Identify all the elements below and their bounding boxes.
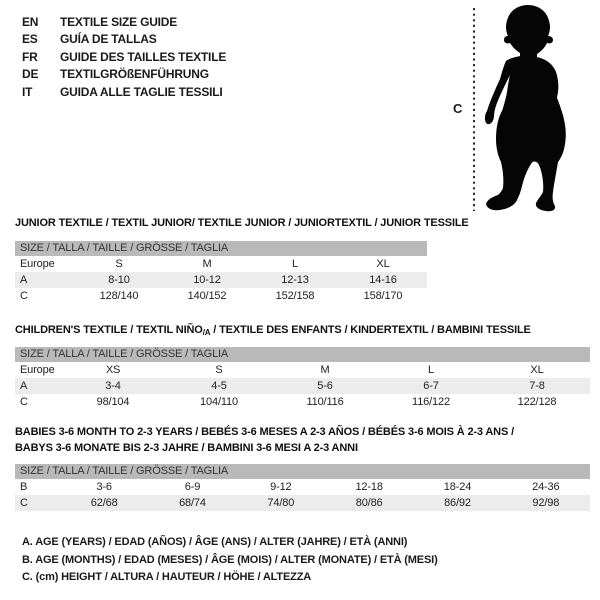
size-cell: M [320,364,330,376]
language-list [22,13,226,101]
row-label: Europe [20,258,55,270]
age-cell: 5-6 [317,380,333,392]
footnote-a: A. AGE (YEARS) / EDAD (AÑOS) / ÂGE (ANS) / ALTER (JAHRE) / ETÀ (ANNI) [22,536,408,548]
row-label: B [20,481,28,493]
height-cell: 86/92 [444,497,471,509]
height-cell: 62/68 [90,497,118,509]
size-cell: L [292,258,298,270]
age-cell: 24-36 [532,481,560,493]
table-row-age [15,378,590,394]
size-header-bar: SIZE / TALLA / TAILLE / GRÖSSE / TAGLIA [15,347,590,362]
size-cell: XL [376,258,390,270]
footnote-b: B. AGE (MONTHS) / EDAD (MESES) / ÂGE (MOIS) / ALTER (MONATE) / ETÀ (MESI) [22,553,438,566]
age-cell: 12-13 [281,274,309,286]
row-label: A [20,274,28,286]
baby-figure [440,0,600,225]
baby-silhouette-graphic [440,0,600,225]
children-title-pre: CHILDREN'S TEXTILE / TEXTIL NIÑO [15,324,203,336]
age-cell: 4-5 [211,380,227,392]
height-cell: 158/170 [363,290,403,302]
age-cell: 10-12 [193,274,221,286]
children-table-title [15,324,531,337]
table-row-age [15,272,427,288]
language-label: GUIDA ALLE TAGLIE TESSILI [60,84,223,99]
table-row-height [15,288,427,304]
language-code: DE [22,67,39,82]
junior-table [15,241,427,304]
size-header-bar: SIZE / TALLA / TAILLE / GRÖSSE / TAGLIA [15,241,427,256]
height-cell: 68/74 [179,497,206,509]
size-header-bar: SIZE / TALLA / TAILLE / GRÖSSE / TAGLIA [15,464,590,479]
table-row-age-months [15,479,590,495]
age-cell: 14-16 [369,274,397,286]
junior-table-title: JUNIOR TEXTILE / TEXTIL JUNIOR/ TEXTILE JUNIOR / JUNIORTEXTIL / JUNIOR TESSILE [15,217,469,229]
row-label: C [20,290,28,302]
figure-measure-label: C [453,101,463,116]
row-label: A [20,380,28,392]
age-cell: 3-4 [105,380,121,392]
height-cell: 152/158 [275,290,315,302]
size-cell: S [215,364,223,376]
table-row-europe [15,256,427,272]
language-label: TEXTILGRÖßENFÜHRUNG [60,67,209,82]
age-cell: 3-6 [96,481,112,493]
age-cell: 12-18 [355,481,383,493]
footnote-c: C. (cm) HEIGHT / ALTURA / HAUTEUR / HÖHE / ALTEZZA [22,571,312,583]
height-cell: 116/122 [412,396,450,408]
height-cell: 74/80 [267,497,295,509]
language-row-de [22,66,226,84]
age-cell: 6-7 [423,380,439,392]
language-row-en [22,13,226,31]
size-cell: XL [530,364,544,376]
row-label: C [20,497,28,509]
height-cell: 104/110 [200,396,238,408]
children-title-post: / TEXTILE DES ENFANTS / KINDERTEXTIL / BAMBINI TESSILE [210,324,531,336]
age-cell: 8-10 [108,274,130,286]
language-row-es [22,31,226,49]
row-label: Europe [20,364,55,376]
children-table [15,347,590,410]
table-row-europe [15,362,590,378]
size-cell: L [428,364,434,376]
height-cell: 128/140 [99,290,139,302]
size-cell: S [115,258,123,270]
table-row-height [15,495,590,511]
baby-silhouette-icon [485,5,566,211]
language-label: TEXTILE SIZE GUIDE [60,14,178,29]
language-code: FR [22,49,38,64]
language-code: IT [22,84,33,99]
babies-table [15,464,590,511]
footnotes [22,536,438,589]
babies-table-title-line1: BABIES 3-6 MONTH TO 2-3 YEARS / BEBÉS 3-6 MESES A 2-3 AÑOS / BÉBÉS 3-6 MOIS À 2-3 ANS / [15,426,514,438]
height-cell: 80/86 [355,497,383,509]
language-label: GUIDE DES TAILLES TEXTILE [60,49,227,64]
age-cell: 7-8 [529,380,545,392]
children-title-sub: /A [202,328,211,337]
language-code: EN [22,14,39,29]
height-cell: 110/116 [306,396,344,408]
height-cell: 140/152 [187,290,227,302]
size-cell: XS [105,364,121,376]
size-cell: M [202,258,212,270]
language-row-it [22,83,226,101]
language-code: ES [22,32,38,47]
height-cell: 92/98 [532,497,560,509]
age-cell: 9-12 [270,481,292,493]
language-label: GUÍA DE TALLAS [60,32,157,47]
babies-table-title-line2: BABYS 3-6 MONATE BIS 2-3 JAHRE / BAMBINI 3-6 MESI A 2-3 ANNI [15,442,358,454]
row-label: C [20,396,28,408]
height-cell: 98/104 [96,396,130,408]
table-row-height [15,394,590,410]
height-cell: 122/128 [517,396,557,408]
age-cell: 6-9 [184,481,201,493]
age-cell: 18-24 [443,481,472,493]
language-row-fr [22,48,226,66]
